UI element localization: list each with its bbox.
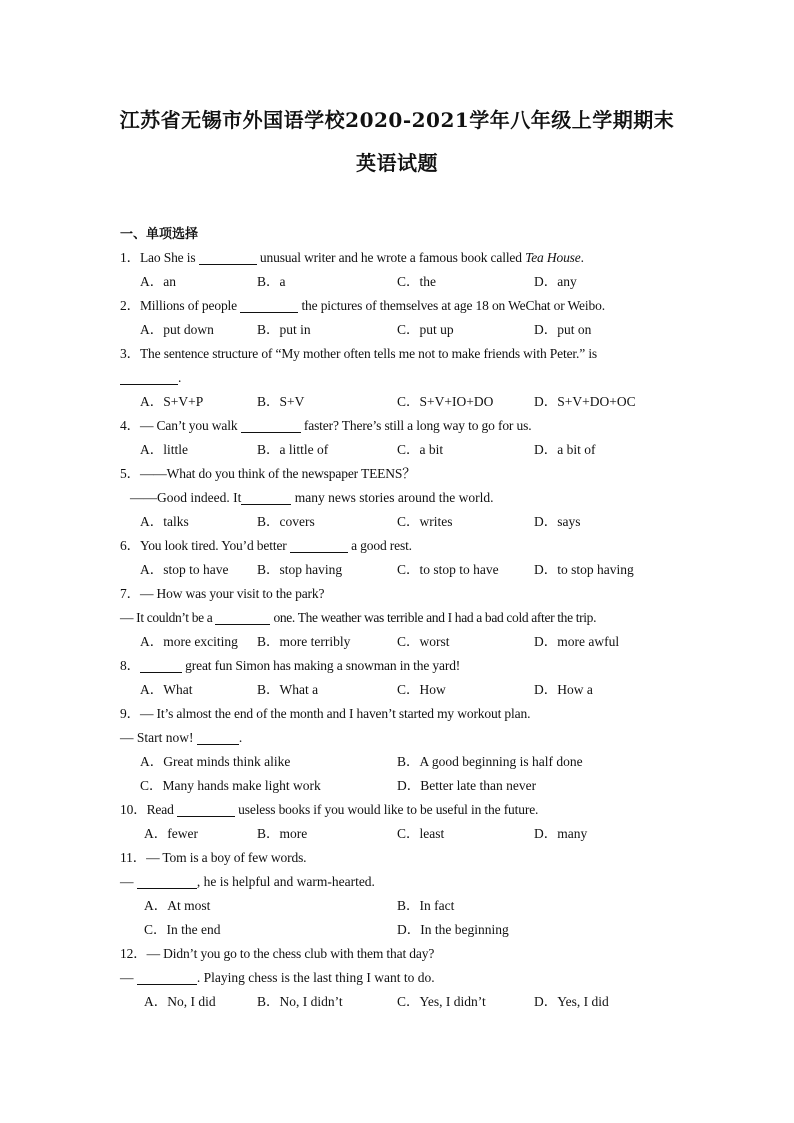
option-d: D．many — [534, 826, 588, 841]
option-c: C．In the end — [144, 922, 221, 937]
option-d: D．says — [534, 514, 581, 529]
question-3-options — [120, 390, 680, 414]
option-a: A．S+V+P — [140, 394, 204, 409]
question-7-reply: — It couldn’t be a one. The weather was terrible and I had a bad cold after the trip. — [120, 610, 597, 625]
question-4: 4．— Can’t you walk faster? There’s still a long way to go for us. — [120, 418, 532, 433]
option-b: B．In fact — [397, 898, 455, 913]
option-b: B．put in — [257, 322, 311, 337]
question-10-options — [120, 822, 680, 846]
question-10: 10．Read useless books if you would like to be useful in the future. — [120, 802, 539, 817]
question-9: 9．— It’s almost the end of the month and I haven’t started my workout plan. — [120, 706, 531, 721]
option-b: B．a little of — [257, 442, 329, 457]
option-b: B．No, I didn’t — [257, 994, 343, 1009]
option-a: A．put down — [140, 322, 214, 337]
option-b: B．stop having — [257, 562, 343, 577]
option-d: D．more awful — [534, 634, 620, 649]
question-8: 8． great fun Simon has making a snowman in the yard! — [120, 658, 461, 673]
question-9-options-row2 — [120, 774, 680, 798]
question-5-options — [120, 510, 680, 534]
answer-blank — [120, 369, 178, 385]
option-d: D．In the beginning — [397, 922, 509, 937]
section-heading: 一、单项选择 — [120, 227, 199, 242]
answer-blank — [137, 873, 197, 889]
answer-blank — [290, 537, 348, 553]
question-11: 11．— Tom is a boy of few words. — [120, 850, 307, 865]
option-d: D．S+V+DO+OC — [534, 394, 636, 409]
option-d: D．Better late than never — [397, 778, 537, 793]
option-b: B．a — [257, 274, 286, 289]
option-d: D．any — [534, 274, 577, 289]
option-d: D．a bit of — [534, 442, 596, 457]
option-a: A．talks — [140, 514, 189, 529]
option-b: B．A good beginning is half done — [397, 754, 583, 769]
book-title: Tea House — [525, 250, 581, 265]
option-d: D．to stop having — [534, 562, 634, 577]
question-11-options-row2 — [120, 918, 680, 942]
exam-title: 江苏省无锡市外国语学校2020-2021学年八年级上学期期末 — [119, 108, 675, 132]
option-b: B．more terribly — [257, 634, 351, 649]
option-d: D．How a — [534, 682, 593, 697]
option-d: D．Yes, I did — [534, 994, 609, 1009]
question-9-reply: — Start now! . — [120, 730, 243, 745]
question-3: 3．The sentence structure of “My mother often tells me not to make friends with Peter.” is — [120, 346, 598, 361]
option-c: C．How — [397, 682, 446, 697]
question-7-options — [120, 630, 680, 654]
option-a: A．little — [140, 442, 188, 457]
option-a: A．stop to have — [140, 562, 229, 577]
answer-blank — [140, 657, 182, 673]
question-list — [120, 246, 680, 1014]
answer-blank — [199, 249, 257, 265]
question-4-options — [120, 438, 680, 462]
question-1-options — [120, 270, 680, 294]
answer-blank — [197, 729, 239, 745]
answer-blank — [137, 969, 197, 985]
question-12: 12．— Didn’t you go to the chess club with them that day? — [120, 946, 435, 961]
option-b: B．covers — [257, 514, 315, 529]
question-6: 6．You look tired. You’d better a good rest. — [120, 538, 412, 553]
option-c: C．Many hands make light work — [140, 778, 321, 793]
answer-blank — [215, 609, 270, 625]
option-a: A．No, I did — [144, 994, 216, 1009]
answer-blank — [241, 489, 291, 505]
option-a: A．more exciting — [140, 634, 238, 649]
answer-blank — [240, 297, 298, 313]
answer-blank — [177, 801, 235, 817]
option-c: C．least — [397, 826, 445, 841]
option-c: C．a bit — [397, 442, 444, 457]
question-12-reply: — . Playing chess is the last thing I want to do. — [120, 970, 435, 985]
answer-blank — [241, 417, 301, 433]
option-a: A．an — [140, 274, 176, 289]
question-8-options — [120, 678, 680, 702]
question-1: 1．Lao She is unusual writer and he wrote a famous book called Tea House. — [120, 250, 584, 265]
question-5-reply: ——Good indeed. It many news stories around the world. — [130, 490, 494, 505]
question-5: 5．——What do you think of the newspaper TEENS？ — [120, 466, 416, 481]
option-c: C．the — [397, 274, 436, 289]
question-6-options — [120, 558, 680, 582]
option-a: A．What — [140, 682, 193, 697]
option-c: C．writes — [397, 514, 453, 529]
question-7: 7．— How was your visit to the park? — [120, 586, 325, 601]
question-9-options-row1 — [120, 750, 680, 774]
question-2: 2．Millions of people the pictures of themselves at age 18 on WeChat or Weibo. — [120, 298, 605, 313]
question-3-blank-line: . — [120, 366, 680, 390]
option-b: B．What a — [257, 682, 319, 697]
question-11-options-row1 — [120, 894, 680, 918]
question-2-options — [120, 318, 680, 342]
option-a: A．Great minds think alike — [140, 754, 291, 769]
option-b: B．S+V — [257, 394, 305, 409]
option-a: A．fewer — [144, 826, 198, 841]
option-c: C．put up — [397, 322, 454, 337]
exam-subtitle: 英语试题 — [356, 151, 438, 175]
option-a: A．At most — [144, 898, 211, 913]
question-11-reply: — , he is helpful and warm-hearted. — [120, 874, 375, 889]
option-c: C．Yes, I didn’t — [397, 994, 486, 1009]
option-c: C．worst — [397, 634, 450, 649]
option-b: B．more — [257, 826, 308, 841]
question-12-options — [120, 990, 680, 1014]
option-d: D．put on — [534, 322, 592, 337]
option-c: C．to stop to have — [397, 562, 499, 577]
option-c: C．S+V+IO+DO — [397, 394, 494, 409]
